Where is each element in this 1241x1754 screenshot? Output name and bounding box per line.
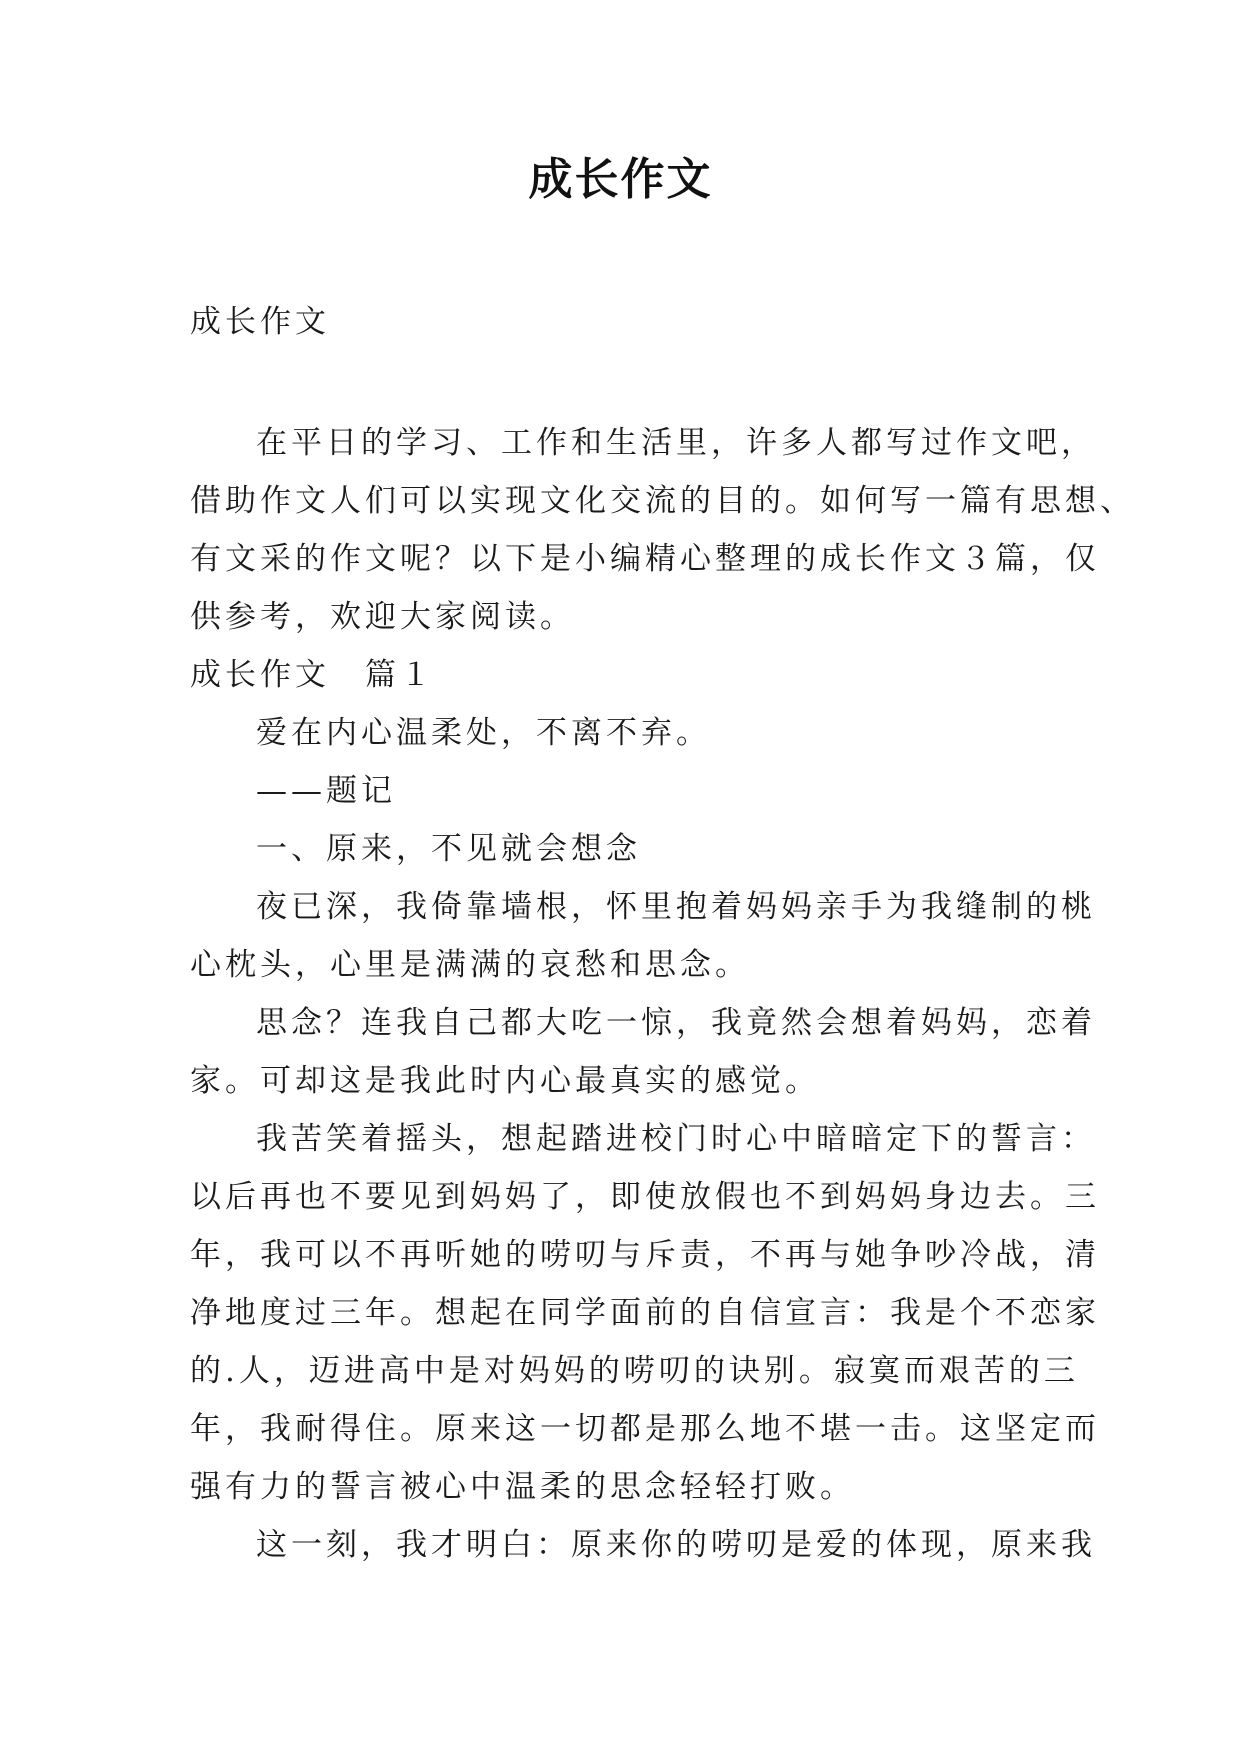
- epigraph: 爱在内心温柔处，不离不弃。: [256, 715, 711, 751]
- document-title: 成长作文: [528, 154, 713, 205]
- document-body: [190, 293, 1135, 1574]
- paragraph-line: 强有力的誓言被心中温柔的思念轻轻打败。: [190, 1469, 855, 1505]
- paragraph-1: [190, 878, 1096, 994]
- intro-paragraph: [190, 414, 1135, 646]
- intro-line: 供参考，欢迎大家阅读。: [190, 599, 575, 635]
- epigraph-source: ——题记: [256, 773, 396, 809]
- paragraph-4: [190, 1516, 1096, 1574]
- paragraph-line: 思念？连我自己都大吃一惊，我竟然会想着妈妈，恋着: [256, 1005, 1096, 1041]
- paragraph-line: 夜已深，我倚靠墙根，怀里抱着妈妈亲手为我缝制的桃: [256, 889, 1096, 925]
- section-heading: 成长作文 篇１: [190, 657, 435, 693]
- paragraph-line: 这一刻，我才明白：原来你的唠叨是爱的体现，原来我: [256, 1527, 1096, 1563]
- paragraph-line: 心枕头，心里是满满的哀愁和思念。: [190, 947, 750, 983]
- paragraph-line: 我苦笑着摇头，想起踏进校门时心中暗暗定下的誓言：: [256, 1121, 1096, 1157]
- paragraph-line: 家。可却这是我此时内心最真实的感觉。: [190, 1063, 820, 1099]
- document-subtitle: 成长作文: [190, 304, 330, 340]
- paragraph-3: [190, 1110, 1100, 1516]
- paragraph-line: 以后再也不要见到妈妈了，即使放假也不到妈妈身边去。三: [190, 1179, 1100, 1215]
- part-heading: 一、原来，不见就会想念: [256, 831, 641, 867]
- paragraph-line: 年，我可以不再听她的唠叨与斥责，不再与她争吵冷战，清: [190, 1237, 1100, 1273]
- paragraph-line: 的.人，迈进高中是对妈妈的唠叨的诀别。寂寞而艰苦的三: [190, 1353, 1079, 1389]
- paragraph-2: [190, 994, 1096, 1110]
- paragraph-line: 净地度过三年。想起在同学面前的自信宣言：我是个不恋家: [190, 1295, 1100, 1331]
- paragraph-line: 年，我耐得住。原来这一切都是那么地不堪一击。这坚定而: [190, 1411, 1100, 1447]
- intro-line: 在平日的学习、工作和生活里，许多人都写过作文吧，: [256, 425, 1096, 461]
- intro-line: 有文采的作文呢？以下是小编精心整理的成长作文３篇，仅: [190, 541, 1100, 577]
- intro-line: 借助作文人们可以实现文化交流的目的。如何写一篇有思想、: [190, 483, 1135, 519]
